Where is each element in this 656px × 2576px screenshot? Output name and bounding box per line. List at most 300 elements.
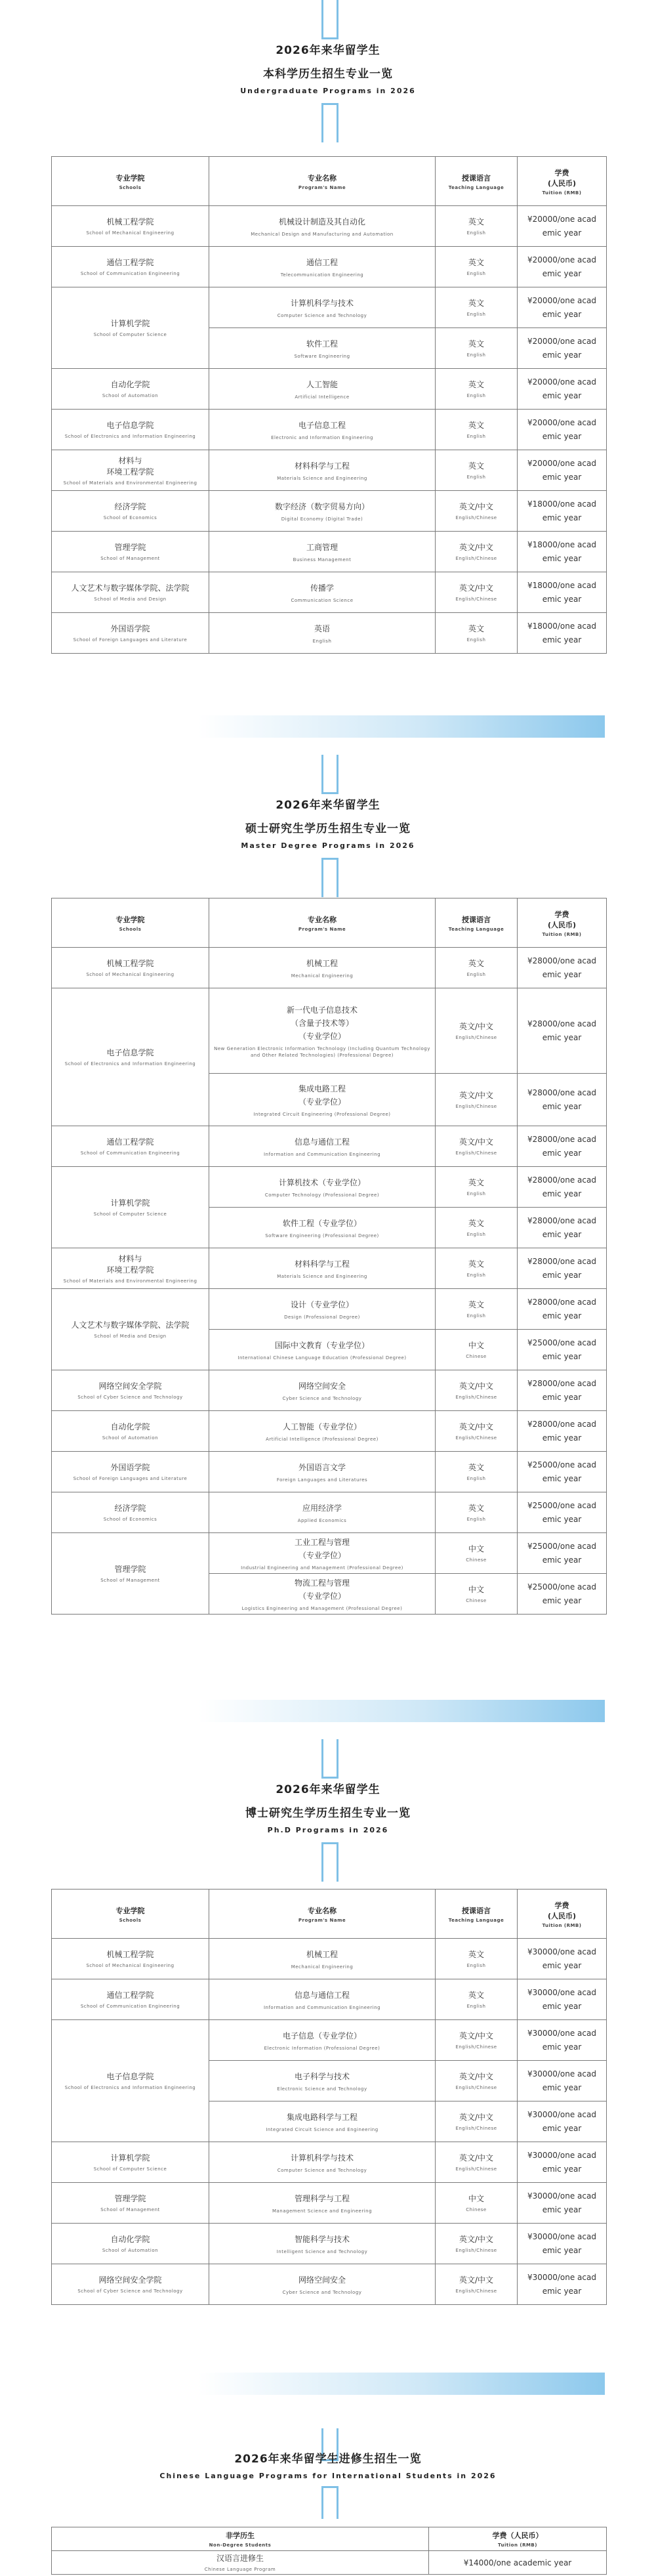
tuition-line-2: emic year (542, 513, 582, 522)
language-en: Chinese (466, 1354, 487, 1359)
program-name-en: Mechanical Design and Manufacturing and Automation (251, 231, 394, 237)
table-row (52, 2264, 607, 2305)
header-school-en: Schools (119, 1917, 142, 1923)
school-name-zh: 人文艺术与数字媒体学院、法学院 (71, 1320, 190, 1330)
program-name-zh: 电子信息工程 (298, 420, 346, 430)
school-cell (52, 1248, 209, 1289)
school-cell (52, 1126, 209, 1167)
school-name-en: School of Automation (102, 1435, 159, 1441)
program-name-zh: 机械设计制造及其自动化 (278, 217, 365, 226)
program-name-zh: 设计（专业学位） (290, 1299, 354, 1309)
school-name-zh: 管理学院 (114, 1565, 146, 1574)
school-name-zh: 计算机学院 (110, 319, 150, 328)
school-name-en: School of Automation (102, 2248, 159, 2253)
school-name-en: School of Communication Engineering (80, 1151, 180, 1156)
table-row (52, 287, 607, 328)
school-name-zh: 自动化学院 (110, 1422, 150, 1431)
language-en: English (466, 1517, 486, 1522)
language-zh: 英文/中文 (459, 1091, 494, 1100)
header-language-en: Teaching Language (448, 926, 504, 932)
header-program (209, 898, 436, 948)
tuition-cell (518, 410, 607, 450)
decor-bracket-top (321, 1739, 338, 1779)
table-row (52, 247, 607, 287)
table-row (52, 410, 607, 450)
tuition-line-2: emic year (542, 309, 582, 319)
tuition-cell (518, 613, 607, 654)
language-cell (436, 1370, 518, 1411)
school-name-zh: 电子信息学院 (106, 2072, 154, 2081)
school-name-en: School of Communication Engineering (80, 271, 180, 276)
tuition-line-2: emic year (542, 472, 582, 482)
school-cell (52, 1167, 209, 1248)
tuition-cell (518, 1208, 607, 1248)
program-cell (209, 1289, 436, 1330)
program-name-en: Industrial Engineering and Management (Professional Degree) (241, 1565, 403, 1571)
program-cell (209, 1452, 436, 1492)
program-name-en: Integrated Circuit Science and Engineering (266, 2126, 379, 2132)
tuition-cell (518, 1452, 607, 1492)
school-cell (52, 1533, 209, 1615)
tuition-cell (518, 1167, 607, 1208)
school-name-zh: 自动化学院 (110, 2235, 150, 2244)
program-name-en: Design (Professional Degree) (284, 1314, 360, 1320)
language-cell (436, 450, 518, 491)
table-row (52, 2224, 607, 2264)
table-row (52, 2551, 607, 2575)
header-language-en: Teaching Language (448, 1917, 504, 1923)
program-name-zh: 材料科学与工程 (294, 461, 350, 471)
tuition-cell (518, 491, 607, 532)
tuition-line-2: emic year (542, 1392, 582, 1402)
school-cell (52, 206, 209, 247)
program-name-zh: 软件工程 (306, 339, 338, 348)
school-name-en: School of Mechanical Engineering (86, 972, 174, 977)
program-name-en: Foreign Languages and Literatures (276, 1477, 368, 1483)
program-name-en: Mechanical Engineering (291, 1964, 354, 1970)
language-cell (436, 532, 518, 572)
program-name-zh: 英语 (314, 623, 330, 633)
table-row (52, 532, 607, 572)
program-cell (209, 1492, 436, 1533)
language-cell (436, 1492, 518, 1533)
header-tuition-en: Tuition (RMB) (542, 190, 582, 196)
program-cell (209, 2020, 436, 2061)
school-name-en: School of Electronics and Information Engineering (64, 1061, 196, 1066)
program-cell (209, 2061, 436, 2101)
language-cell (436, 2264, 518, 2305)
tuition-line-2: emic year (542, 2286, 582, 2296)
tuition-line-2: emic year (542, 1473, 582, 1483)
tuition-line-2: emic year (542, 2123, 582, 2133)
tuition-line-2: emic year (542, 1514, 582, 1524)
chinese-program-title: 2026年来华留学生进修生招生一览 (234, 2453, 422, 2466)
language-zh: 中文 (468, 1585, 484, 1594)
language-cell (436, 1411, 518, 1452)
program-cell (209, 1248, 436, 1289)
section-0 (0, 0, 656, 755)
school-cell (52, 247, 209, 287)
tuition-cell (518, 287, 607, 328)
program-name-en: Software Engineering (294, 353, 350, 359)
decor-bracket-top (321, 0, 338, 39)
program-cell (209, 1126, 436, 1167)
program-cell (209, 2101, 436, 2142)
tuition-cell (518, 2224, 607, 2264)
school-name-zh: 经济学院 (114, 1504, 146, 1513)
tuition-cell (429, 2551, 607, 2575)
program-name-zh: 集成电路科学与工程 (286, 2112, 358, 2122)
language-cell (436, 2020, 518, 2061)
tuition-line-1: ¥20000/one acad (527, 417, 596, 427)
table-row (52, 1411, 607, 1452)
school-cell (52, 2224, 209, 2264)
language-en: English/Chinese (455, 2044, 497, 2050)
language-en: English/Chinese (455, 2085, 497, 2090)
program-name-zh: 应用经济学 (302, 1503, 342, 1513)
school-name-en: School of Economics (103, 1517, 157, 1522)
language-en: English (466, 1476, 486, 1481)
program-name-en: Cyber Science and Technology (282, 1395, 362, 1401)
section-subtitle: 硕士研究生学历生招生专业一览 (245, 822, 411, 835)
tuition-cell (518, 532, 607, 572)
language-zh: 中文 (468, 1544, 484, 1553)
program-name-zh: 人工智能（专业学位） (282, 1422, 361, 1431)
header-program-en: Program's Name (298, 1917, 346, 1923)
program-cell (209, 450, 436, 491)
language-en: English (466, 1313, 486, 1319)
language-en: English (466, 1191, 486, 1196)
school-name-en: School of Cyber Science and Technology (77, 2289, 183, 2294)
school-name-en: School of Computer Science (93, 332, 167, 337)
school-name-zh: 人文艺术与数字媒体学院、法学院 (71, 583, 190, 593)
tuition-line-1: ¥28000/one acad (527, 956, 596, 965)
language-cell (436, 491, 518, 532)
school-name-en: School of Automation (102, 393, 159, 398)
school-cell (52, 1370, 209, 1411)
header-tuition (518, 1890, 607, 1939)
section-english-title: Ph.D Programs in 2026 (267, 1826, 389, 1834)
table-row (52, 2020, 607, 2061)
school-cell (52, 1939, 209, 1979)
school-name-en: School of Communication Engineering (80, 2004, 180, 2009)
chinese-program-section (0, 2428, 656, 2576)
tuition-cell (518, 247, 607, 287)
program-name-en: Electronic and Information Engineering (271, 434, 373, 440)
tuition-line-1: ¥28000/one acad (527, 1297, 596, 1307)
decor-bracket-top (321, 755, 338, 794)
school-name-zh: 管理学院 (114, 543, 146, 552)
tuition-cell (518, 1574, 607, 1615)
header-student-type (52, 2527, 429, 2551)
program-cell (209, 1330, 436, 1370)
tuition-cell (518, 2264, 607, 2305)
school-name-zh: 电子信息学院 (106, 1048, 154, 1057)
program-cell (209, 1533, 436, 1574)
school-name-en: School of Computer Science (93, 2166, 167, 2172)
language-en: English/Chinese (455, 1035, 497, 1040)
program-cell (209, 1074, 436, 1126)
tuition-line-1: ¥25000/one acad (527, 1582, 596, 1592)
program-name-en: Applied Economics (297, 1517, 347, 1523)
table-row (52, 1289, 607, 1330)
language-en: English (466, 1273, 486, 1278)
school-name-zh: 机械工程学院 (106, 217, 154, 226)
school-name-zh: 管理学院 (114, 2194, 146, 2203)
school-cell (52, 1492, 209, 1533)
header-tuition-en: Tuition (RMB) (542, 1922, 582, 1928)
language-zh: 英文/中文 (459, 2153, 494, 2163)
language-cell (436, 2142, 518, 2183)
tuition-line-1: ¥30000/one acad (527, 2191, 596, 2201)
tuition-line-2: emic year (542, 350, 582, 360)
program-cell (209, 948, 436, 988)
tuition-line-2: emic year (542, 1270, 582, 1280)
decor-gradient-band (198, 1700, 605, 1722)
tuition-line-2: emic year (542, 1311, 582, 1320)
program-name-en: Communication Science (291, 597, 354, 603)
language-zh: 英文 (468, 339, 484, 348)
program-name-en: Mechanical Engineering (291, 973, 354, 979)
header-tuition-zh: 学费 (554, 168, 569, 177)
tuition-cell (518, 2183, 607, 2224)
header-tuition-unit: (人民币) (547, 1911, 577, 1920)
language-zh: 英文 (468, 380, 484, 389)
tuition-cell (518, 328, 607, 369)
tuition-line-2: emic year (542, 594, 582, 604)
school-cell (52, 369, 209, 410)
language-zh: 英文 (468, 1991, 484, 2000)
language-zh: 英文 (468, 1300, 484, 1309)
program-cell (209, 532, 436, 572)
language-en: English (466, 434, 486, 439)
language-cell (436, 988, 518, 1074)
school-cell (52, 1979, 209, 2020)
decor-bracket-bottom (321, 858, 338, 897)
language-zh: 英文 (468, 624, 484, 633)
school-name-en: School of Materials and Environmental Engineering (63, 1278, 197, 1284)
school-cell (52, 2264, 209, 2305)
school-name-zh: 计算机学院 (110, 1198, 150, 1208)
program-name-en: Materials Science and Engineering (277, 1273, 367, 1279)
header-tuition (429, 2527, 607, 2551)
header-program-en: Program's Name (298, 926, 346, 932)
tuition-line-1: ¥28000/one acad (527, 1019, 596, 1028)
school-name-en: School of Management (100, 556, 160, 561)
language-zh: 英文 (468, 299, 484, 308)
header-program-en: Program's Name (298, 184, 346, 190)
school-name-en: School of Materials and Environmental Engineering (63, 480, 197, 486)
program-name-zh: 信息与通信工程 (294, 1137, 350, 1147)
program-cell (209, 1979, 436, 2020)
language-cell (436, 247, 518, 287)
language-en: English (466, 312, 486, 317)
header-school-zh: 专业学院 (115, 173, 145, 182)
program-name-zh: 传播学 (310, 583, 334, 593)
tuition-cell (518, 2020, 607, 2061)
tuition-line-2: emic year (542, 2042, 582, 2052)
language-zh: 英文/中文 (459, 2235, 494, 2244)
header-language (436, 157, 518, 206)
language-en: English (466, 352, 486, 358)
section-subtitle: 本科学历生招生专业一览 (263, 68, 393, 81)
language-zh: 英文/中文 (459, 583, 494, 593)
program-name-zh: 通信工程 (306, 257, 338, 267)
tuition-line-2: emic year (542, 1433, 582, 1443)
language-en: English (466, 1963, 486, 1968)
header-school-en: Schools (119, 184, 142, 190)
tuition-line-1: ¥18000/one acad (527, 621, 596, 631)
table-row (52, 988, 607, 1074)
tuition-line-1: ¥30000/one acad (527, 2150, 596, 2160)
school-name-zh: 电子信息学院 (106, 421, 154, 430)
language-zh: 英文 (468, 1219, 484, 1228)
program-name-zh: 国际中文教育（专业学位） (274, 1340, 369, 1350)
tuition-line-1: ¥20000/one acad (527, 214, 596, 224)
program-cell (209, 613, 436, 654)
tuition-cell (518, 1939, 607, 1979)
table-row (52, 2183, 607, 2224)
header-program-zh: 专业名称 (308, 915, 337, 924)
table-row (52, 1248, 607, 1289)
program-name-zh: 机械工程 (306, 1949, 338, 1959)
tuition-line-1: ¥30000/one acad (527, 2028, 596, 2038)
language-en: Chinese (466, 2207, 487, 2212)
header-tuition-zh: 学费 (554, 1901, 569, 1910)
program-name-zh: 集成电路工程 （专业学位） (298, 1084, 346, 1107)
program-name-en: Intelligent Science and Technology (276, 2249, 368, 2254)
section-2 (0, 1739, 656, 2494)
tuition-line-2: emic year (542, 1148, 582, 1158)
header-language-zh: 授课语言 (462, 173, 491, 182)
tuition-line-2: emic year (542, 2245, 582, 2255)
header-language-zh: 授课语言 (462, 915, 491, 924)
program-name-en: Materials Science and Engineering (277, 475, 367, 481)
table-row (52, 450, 607, 491)
program-name-zh: 工业工程与管理 （专业学位） (294, 1537, 350, 1560)
language-zh: 英文/中文 (459, 2072, 494, 2081)
language-zh: 英文 (468, 1259, 484, 1269)
program-name-en: International Chinese Language Education (Professional Degree) (237, 1355, 407, 1361)
tuition-line-1: ¥30000/one acad (527, 2109, 596, 2119)
tuition-line-2: emic year (542, 635, 582, 644)
tuition-line-2: emic year (542, 228, 582, 238)
table-header-row (52, 2527, 607, 2551)
tuition-line-1: ¥30000/one acad (527, 2069, 596, 2079)
language-en: English (466, 2004, 486, 2009)
language-zh: 英文 (468, 461, 484, 471)
header-language-zh: 授课语言 (462, 1906, 491, 1915)
school-cell (52, 988, 209, 1126)
tuition-line-1: ¥30000/one acad (527, 1947, 596, 1956)
school-cell (52, 1289, 209, 1370)
school-cell (52, 287, 209, 369)
school-name-en: School of Cyber Science and Technology (77, 1395, 183, 1400)
tuition-line-1: ¥20000/one acad (527, 255, 596, 264)
program-cell (209, 2183, 436, 2224)
tuition-cell (518, 1370, 607, 1411)
language-cell (436, 613, 518, 654)
school-name-en: School of Media and Design (94, 597, 167, 602)
program-cell (209, 369, 436, 410)
program-cell (52, 2551, 429, 2575)
school-cell (52, 948, 209, 988)
language-zh: 中文 (468, 1341, 484, 1350)
school-name-en: School of Electronics and Information Engineering (64, 2085, 196, 2090)
school-name-zh: 材料与 环境工程学院 (106, 1254, 154, 1275)
header-tuition-en: Tuition (RMB) (498, 2543, 537, 2548)
school-cell (52, 1411, 209, 1452)
school-name-zh: 网络空间安全学院 (98, 2275, 162, 2285)
school-cell (52, 613, 209, 654)
table-row (52, 1126, 607, 1167)
language-cell (436, 1533, 518, 1574)
program-name-en: New Generation Electronic Information Technology (Including Quantum Technology and Other Related Technologies) (Professional Degree) (214, 1045, 430, 1058)
header-student-type-en: Non-Degree Students (209, 2543, 272, 2548)
tuition-cell (518, 1492, 607, 1533)
program-name-zh: 工商管理 (306, 542, 338, 552)
program-name-zh: 新一代电子信息技术 （含量子技术等） （专业学位） (286, 1005, 358, 1041)
program-name-en: Computer Technology (Professional Degree) (264, 1192, 380, 1198)
decor-gradient-band (198, 715, 605, 738)
school-cell (52, 410, 209, 450)
language-cell (436, 1074, 518, 1126)
programs-table (51, 156, 607, 654)
tuition-line-1: ¥20000/one acad (527, 336, 596, 346)
school-name-zh: 自动化学院 (110, 380, 150, 389)
language-en: English (466, 393, 486, 398)
language-zh: 英文/中文 (459, 2113, 494, 2122)
language-zh: 英文/中文 (459, 1422, 494, 1431)
school-name-zh: 外国语学院 (110, 624, 150, 633)
table-row (52, 1939, 607, 1979)
language-zh: 英文/中文 (459, 1137, 494, 1147)
program-name-en: Cyber Science and Technology (282, 2289, 362, 2295)
language-cell (436, 2101, 518, 2142)
school-name-en: School of Electronics and Information Engineering (64, 434, 196, 439)
tuition-line-1: ¥25000/one acad (527, 1338, 596, 1347)
program-cell (209, 1574, 436, 1615)
table-row (52, 1979, 607, 2020)
program-name-en: Telecommunication Engineering (280, 272, 364, 278)
school-name-en: School of Mechanical Engineering (86, 1963, 174, 1968)
tuition-line-1: ¥18000/one acad (527, 580, 596, 590)
section-title: 2026年来华留学生 (276, 44, 380, 57)
language-zh: 英文/中文 (459, 2275, 494, 2285)
school-name-en: School of Media and Design (94, 1334, 167, 1339)
language-en: English/Chinese (455, 1104, 497, 1109)
language-en: English (466, 475, 486, 480)
school-cell (52, 2142, 209, 2183)
program-name-zh: 计算机技术（专业学位） (278, 1177, 365, 1187)
chinese-program-table (51, 2527, 607, 2575)
language-cell (436, 1248, 518, 1289)
tuition-line-1: ¥20000/one acad (527, 458, 596, 468)
school-name-en: School of Management (100, 2207, 160, 2212)
language-cell (436, 1979, 518, 2020)
language-zh: 中文 (468, 2194, 484, 2203)
tuition-line-1: ¥20000/one acad (527, 377, 596, 387)
language-en: Chinese (466, 1557, 487, 1563)
school-name-zh: 机械工程学院 (106, 959, 154, 968)
header-tuition-zh: 学费（人民币） (492, 2531, 543, 2540)
program-name-en: Computer Science and Technology (277, 312, 367, 318)
table-row (52, 613, 607, 654)
language-cell (436, 328, 518, 369)
tuition-line-2: emic year (542, 2001, 582, 2011)
header-program-zh: 专业名称 (308, 173, 337, 182)
tuition-line-1: ¥28000/one acad (527, 1419, 596, 1429)
